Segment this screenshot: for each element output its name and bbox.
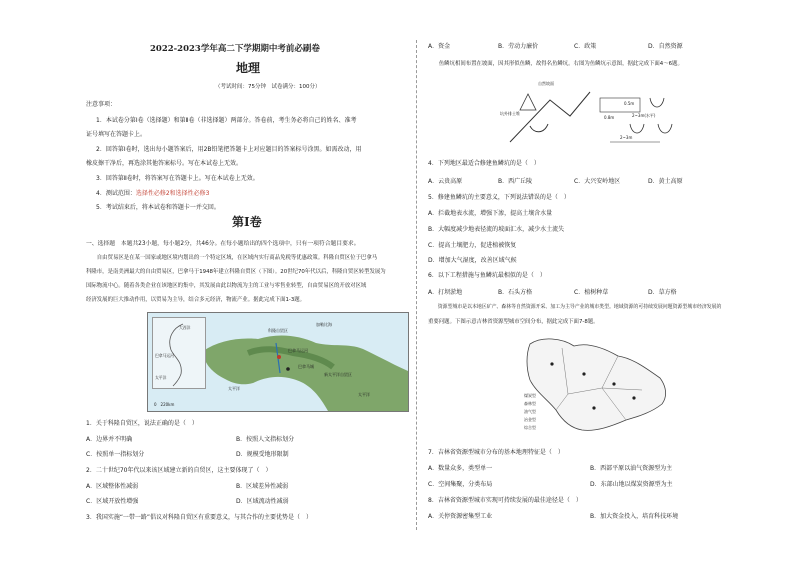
note-2a: 2．回答第Ⅰ卷时，选出每小题答案后，用2B铅笔把答题卡上对应题目的答案标号涂黑。如需改动，用 <box>96 146 362 153</box>
q4-option-a[interactable]: A．云贵高原 <box>428 178 463 185</box>
q5-option-c[interactable]: C．提高土壤肥力，促进植被恢复 <box>428 242 517 249</box>
q1-option-b[interactable]: B．按照人文指标划分 <box>236 436 295 443</box>
q2-option-a[interactable]: A．区域整体性减弱 <box>86 483 139 490</box>
note-4 <box>96 190 209 198</box>
map-label-pacific2: 太平洋 <box>358 392 370 397</box>
label-spoil: 坑外排土堆 <box>500 111 520 116</box>
slope-line <box>510 92 590 142</box>
section-juan-1: 第Ⅰ卷 <box>232 215 262 229</box>
label-08m: 0.8m <box>604 115 615 120</box>
inset-label-pacific: 太平洋 <box>155 375 167 380</box>
q2-option-d[interactable]: D．区域流动性减弱 <box>236 498 289 505</box>
page-divider <box>416 40 417 530</box>
q5-option-d[interactable]: D．增加大气湿度，改善区域气候 <box>428 257 517 264</box>
exam-title: 2022-2023学年高二下学期期中考前必刷卷 <box>150 44 320 54</box>
q6-stem: 6．以下工程措施与鱼鳞坑最相似的是（ ） <box>428 272 546 279</box>
city-marker <box>612 382 615 385</box>
fishscale-diagram <box>500 80 680 148</box>
q8-option-a[interactable]: A．关停资源密集型工业 <box>428 513 493 520</box>
q3-stem: 3．我国实施“一带一路”倡议对科隆自贸区有重要意义，与其合作的主要优势是（ ） <box>86 514 313 521</box>
passage-resource-2: 重要问题。下图示意吉林省资源型城市空间分布，据此完成下面7-8题。 <box>428 319 599 325</box>
q7-option-c[interactable]: C．空间集聚，分类布局 <box>428 481 493 488</box>
pit-profile <box>530 124 548 132</box>
inset-label-canal: 巴拿马运河 <box>155 353 174 358</box>
q1-option-d[interactable]: D．规模受地形限制 <box>236 451 289 458</box>
legend-metallurgy: 冶金型 <box>524 417 536 422</box>
passage-fishscale: 鱼鳞坑相间布置在坡面，因其形似鱼鳞，故得名鱼鳞坑。右图为鱼鳞坑示意图，据此完成下面4～6题。 <box>428 61 683 67</box>
note-1a: 1．本试卷分第Ⅰ卷（选择题）和第Ⅱ卷（非选择题）两部分。答卷前，考生务必将自己的姓名、准考 <box>96 117 357 124</box>
city-marker <box>550 362 553 365</box>
q6-option-c[interactable]: C．植树种草 <box>574 289 609 296</box>
subject-title: 地理 <box>236 61 261 75</box>
q7-option-a[interactable]: A．数量众多，类型单一 <box>428 465 493 472</box>
legend-forest: 森林型 <box>524 401 536 406</box>
q4-option-b[interactable]: B．西广丘陵 <box>498 178 533 185</box>
exam-info: （考试时间：75分钟 试卷满分：100分） <box>215 84 321 90</box>
map-label-newpacific: 新太平洋自贸区 <box>324 372 352 377</box>
q6-option-d[interactable]: D．草方格 <box>648 289 677 296</box>
q1-option-a[interactable]: A．边界并不明确 <box>86 436 133 443</box>
q6-option-a[interactable]: A．打坝淤地 <box>428 289 463 296</box>
colon-marker <box>277 355 281 359</box>
label-natural-slope: 自然坡面 <box>538 81 554 86</box>
city-marker <box>632 396 635 399</box>
city-marker <box>582 372 585 375</box>
legend-oilgas: 油气型 <box>524 409 536 414</box>
map-label-pacific: 太平洋 <box>228 386 240 391</box>
note-5: 5．考试结束后，将本试卷和答题卡一并交回。 <box>96 204 220 211</box>
legend-coal: 煤炭型 <box>524 393 536 398</box>
panama-map <box>147 312 409 412</box>
map-label-canal: 巴拿马运河 <box>288 348 308 353</box>
map-label-pcity: 巴拿马城 <box>298 364 314 369</box>
q4-option-d[interactable]: D．黄土高原 <box>648 178 683 185</box>
note-2b: 橡皮擦干净后，再选涂其他答案标号。写在本试卷上无效。 <box>86 160 243 167</box>
jilin-map <box>522 334 672 438</box>
q7-option-d[interactable]: D．东部山地以煤炭资源型为主 <box>590 481 673 488</box>
q3-option-c[interactable]: C．政策 <box>574 43 597 50</box>
passage-resource-1: 资源型城市是以本地区矿产、森林等自然资源开采、加工为主导产业的城市类型。地域资源的可持续发展问题资源型城市经济发展的 <box>428 304 722 310</box>
q3-option-d[interactable]: D．自然资源 <box>648 43 683 50</box>
tree-icon <box>520 94 536 110</box>
passage-line-4: 经济发展的巨大推动作用，以贸易为主导，结合多元经济，物流产业。据此完成下面1-3题。 <box>86 297 306 303</box>
q5-option-b[interactable]: B．大幅度减少地表径流的坡面汇水，减少水土流失 <box>428 226 565 233</box>
q2-option-c[interactable]: C．区域开放性增强 <box>86 498 139 505</box>
note-1b: 证号填写在答题卡上。 <box>86 131 147 138</box>
label-horizontal: 2~3m(水平) <box>632 113 656 118</box>
q4-option-c[interactable]: C．大兴安岭地区 <box>574 178 621 185</box>
legend-composite: 综合型 <box>524 425 536 430</box>
q8-option-b[interactable]: B．加大资金投入，培育科技环境 <box>590 513 679 520</box>
inset-label-atlantic: 大西洋 <box>179 325 191 330</box>
scope-label: 4．测试范围： <box>96 190 136 197</box>
passage-line-3: 国际物流中心。随着各类企业在该地区的集中，其发展由此以物流为主的工业与零售业转型，自由贸易区的开放对区域 <box>86 283 367 289</box>
q2-option-b[interactable]: B．区域差异性减弱 <box>236 483 289 490</box>
q7-option-b[interactable]: B．西部平原以油气资源型为主 <box>590 465 673 472</box>
q2-stem: 2．二十世纪70年代以来该区域建立新的自贸区，这主要体现了（ ） <box>86 467 272 474</box>
inset-map <box>152 317 206 389</box>
q3-option-b[interactable]: B．劳动力廉价 <box>498 43 539 50</box>
label-2-3m: 2~3m <box>620 135 633 140</box>
panama-city-marker <box>286 367 290 371</box>
q1-stem: 1．关于科隆自贸区，说法正确的是（ ） <box>86 420 198 427</box>
label-05m: 0.5m <box>624 101 635 106</box>
q6-option-b[interactable]: B．石头方格 <box>498 289 533 296</box>
q3-option-a[interactable]: A．资金 <box>428 43 451 50</box>
passage-line-2: 科隆市，是南美洲最大的自由贸易区，巴拿马于1948年建立科隆自贸区（下图）。20世纪70年代以后，科隆自贸区转型发展为 <box>86 269 386 275</box>
passage-line-1: 自由贸易区是在某一国家或地区境内划出的一个特定区域，在区域内实行商品免税等优惠政策。科隆自贸区位于巴拿马 <box>86 255 378 261</box>
map-legend <box>524 392 558 436</box>
map-label-colon: 科隆自贸区 <box>268 328 288 333</box>
q4-stem: 4．下列地区最适合修建鱼鳞坑的是（ ） <box>428 160 540 167</box>
q5-stem: 5．修建鱼鳞坑的主要意义，下列说法错误的是（ ） <box>428 194 570 201</box>
scope-value: 选择性必修2和选择性必修3 <box>135 190 210 197</box>
q5-option-a[interactable]: A．拦截地表水流，增强下渗，提高土壤含水量 <box>428 210 553 217</box>
notes-heading: 注意事项： <box>86 101 117 108</box>
note-3: 3．回答第Ⅱ卷时，将答案写在答题卡上。写在本试卷上无效。 <box>96 175 259 182</box>
q7-stem: 7．吉林省资源型城市分布的基本地理特征是（ ） <box>428 449 564 456</box>
q8-stem: 8．吉林省资源型城市实现可持续发展的最佳途径是（ ） <box>428 497 582 504</box>
city-marker <box>592 406 595 409</box>
section-instruction: 一、选择题 本题共23小题，每小题2分，共46分。在每小题给出的四个选项中，只有一项符合题目要求。 <box>86 241 360 247</box>
map-scale: 0 220km <box>154 402 175 407</box>
q1-option-c[interactable]: C．按照单一指标划分 <box>86 451 145 458</box>
map-label-caribbean: 加勒比海 <box>316 322 332 327</box>
